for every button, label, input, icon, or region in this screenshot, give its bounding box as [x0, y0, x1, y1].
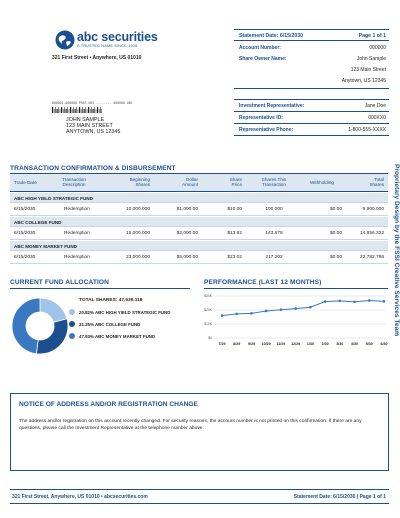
barcode-bar — [79, 107, 80, 113]
legend-swatch — [69, 333, 75, 339]
share-price: $13.92 — [227, 231, 242, 236]
dollar-amount: $2,000.00 — [176, 231, 198, 236]
barcode-bar — [87, 109, 88, 113]
legend-swatch — [69, 309, 75, 315]
transactions-title: TRANSACTION CONFIRMATION & DISBURSEMENT — [10, 165, 176, 172]
x-tick-label: 4/30 — [351, 342, 359, 346]
donut-slice — [40, 298, 67, 322]
barcode-bar — [76, 107, 77, 113]
side-credit-text: Proprietary Design by the FSSI Creative Services Team — [393, 164, 400, 337]
notice-title: NOTICE OF ADDRESS AND/OR REGISTRATION CHANGE — [19, 401, 198, 408]
barcode-bar — [97, 107, 98, 113]
rep-row — [234, 112, 389, 124]
share-price: $10.00 — [227, 207, 242, 212]
barcode-bar — [75, 109, 76, 113]
divider — [204, 288, 388, 289]
table-row — [10, 251, 388, 264]
y-tick-label: $30K — [204, 294, 212, 299]
divider — [10, 288, 190, 289]
x-tick-label: 5/30 — [365, 342, 373, 346]
beginning-shares: 10,000.000 — [125, 207, 150, 212]
allocation-title: CURRENT FUND ALLOCATION — [10, 279, 109, 286]
shares-this-transaction: 217.202 — [265, 255, 283, 260]
x-tick-label: 10/29 — [261, 342, 271, 346]
barcode-bar — [85, 107, 86, 113]
table-row — [10, 203, 388, 216]
x-tick-label: 8/29 — [233, 342, 241, 346]
barcode-bar — [60, 109, 61, 113]
barcode-bar — [70, 107, 71, 113]
share-owner-city: Anytown, US 12345 — [341, 78, 386, 84]
share-owner-label: Share Owner Name: — [239, 56, 287, 62]
performance-line-chart — [200, 290, 390, 372]
trade-date: 6/15/2030 — [14, 207, 36, 212]
barcode-bar — [84, 109, 85, 113]
col-header: Dollar Amount — [182, 177, 198, 188]
col-header: Total Shares — [369, 177, 384, 188]
fund-group-row — [10, 193, 388, 203]
allocation-legend-item — [69, 308, 194, 316]
table-row — [10, 227, 388, 240]
brand-name: abc securities — [77, 30, 158, 44]
account-number-value: 000000 — [369, 45, 386, 51]
barcode-bar — [61, 107, 62, 113]
x-tick-label: 12/29 — [291, 342, 301, 346]
barcode-bar — [81, 109, 82, 113]
withholding: $0.00 — [329, 207, 342, 212]
data-point — [339, 300, 342, 303]
data-point — [368, 299, 371, 302]
dollar-amount: $1,000.00 — [176, 207, 198, 212]
col-header: Trade Date — [14, 180, 37, 185]
data-point — [294, 307, 297, 310]
statement-info-box — [234, 29, 389, 87]
notice-body: The address and/or registration on this account recently changed. For security reasons, the account number is not printed on this confirmation. If there are any questions, please call the Investment Representative at the telephone number above. — [19, 419, 362, 432]
divider — [234, 88, 389, 89]
barcode-bar — [82, 107, 83, 113]
trade-date: 6/15/2030 — [14, 255, 36, 260]
representative-box — [234, 99, 389, 136]
rep-id-value: 000XX0 — [368, 115, 386, 121]
mailing-street: 123 MAIN STREET — [66, 123, 113, 129]
statement-date: Statement Date: 6/15/2030 — [239, 33, 304, 39]
legend-swatch — [69, 321, 75, 327]
beginning-shares: 15,000.000 — [125, 231, 150, 236]
transaction-description: Redemption — [64, 207, 90, 212]
barcode-bar — [96, 109, 97, 113]
barcode-bar — [58, 107, 59, 113]
x-tick-label: 3/30 — [336, 342, 344, 346]
statement-header — [234, 30, 389, 41]
data-point — [383, 300, 386, 303]
data-point — [265, 310, 268, 313]
barcode-bar — [100, 107, 101, 113]
barcode-bar — [66, 109, 67, 113]
col-header: Transaction Description — [62, 177, 86, 188]
transaction-description: Redemption — [64, 255, 90, 260]
col-header: Withholding — [309, 180, 334, 185]
data-point — [280, 308, 283, 311]
rep-name-value: Jane Doe — [364, 103, 386, 109]
beginning-shares: 23,000.000 — [125, 255, 150, 260]
shares-this-transaction: 143.678 — [265, 231, 283, 236]
x-tick-label: 7/29 — [218, 342, 226, 346]
y-tick-label: $20K — [204, 308, 212, 313]
footer-address: 321 First Street, Anywhere, US 01010 • abcsecurities.com — [12, 494, 148, 500]
barcode-bar — [55, 107, 56, 113]
page-indicator: Page 1 of 1 — [358, 33, 386, 39]
footer-statement-info: Statement Date: 6/15/2030 | Page 1 of 1 — [293, 494, 386, 500]
fund-name: ABC COLLEGE FUND — [14, 219, 62, 225]
mailing-city: ANYTOWN, US 12345 — [66, 129, 121, 135]
barcode-bar — [63, 109, 64, 113]
transactions-table-header — [10, 174, 388, 192]
allocation-legend-item — [69, 320, 194, 328]
share-owner-name: John Sample — [356, 56, 386, 62]
x-tick-label: 11/29 — [276, 342, 286, 346]
x-tick-label: 1/30 — [306, 342, 314, 346]
transaction-description: Redemption — [64, 231, 90, 236]
company-logo — [55, 30, 185, 52]
barcode-bar — [54, 109, 55, 113]
share-owner-street: 123 Main Street — [350, 67, 386, 73]
account-number-label: Account Number: — [239, 45, 281, 51]
globe-logo-icon — [55, 30, 75, 50]
barcode-bar — [94, 107, 95, 113]
total-shares: 22,782.798 — [359, 255, 384, 260]
allocation-total: TOTAL SHARES: 47,539.119 — [79, 298, 143, 303]
data-point — [250, 312, 253, 315]
barcode-bar — [64, 107, 65, 113]
barcode-bar — [88, 107, 89, 113]
barcode-bar — [91, 107, 92, 113]
mailing-name: JOHN SAMPLE — [66, 117, 105, 123]
rep-row — [234, 124, 389, 136]
data-point — [324, 300, 327, 303]
withholding: $0.00 — [329, 231, 342, 236]
fund-name: ABC MONEY MARKET FUND — [14, 243, 77, 249]
x-tick-label: 9/29 — [247, 342, 255, 346]
company-address: 321 First Street • Anywhere, US 01010 — [52, 55, 142, 61]
x-tick-label: 6/30 — [380, 342, 388, 346]
rep-row — [234, 100, 389, 112]
withholding: $0.00 — [329, 255, 342, 260]
performance-title: PERFORMANCE (LAST 12 MONTHS) — [204, 279, 322, 286]
shares-this-transaction: 100.000 — [265, 207, 283, 212]
trade-date: 6/15/2030 — [14, 231, 36, 236]
allocation-legend-item — [69, 332, 194, 340]
divider — [10, 503, 389, 504]
notice-box — [10, 393, 389, 471]
barcode-bar — [72, 109, 73, 113]
total-shares: 9,900.000 — [362, 207, 384, 212]
donut-slice — [12, 298, 40, 354]
fund-name: ABC HIGH YIELD STRATEGIC FUND — [14, 195, 93, 201]
donut-slice — [36, 319, 68, 354]
barcode-bar — [93, 109, 94, 113]
data-point — [235, 313, 238, 316]
x-tick-label: 2/30 — [321, 342, 329, 346]
col-header: Shares This Transaction — [261, 177, 287, 188]
barcode-bar — [90, 109, 91, 113]
fund-group-row — [10, 241, 388, 251]
legend-label: 20.82% ABC HIGH YIELD STRATEGIC FUND — [79, 309, 171, 315]
mailing-code: 000001-000000 PRES 003 -------- 000000 ABC — [52, 101, 133, 105]
barcode-bar — [99, 109, 100, 113]
barcode-bar — [78, 109, 79, 113]
data-point — [353, 301, 356, 304]
rep-name-label: Investment Representative: — [239, 103, 305, 109]
brand-tagline: A TRUSTED NAME SINCE 1935 — [77, 44, 138, 48]
y-tick-label: $0 — [208, 336, 212, 341]
barcode-bar — [102, 109, 103, 113]
barcode-bar — [52, 107, 53, 113]
legend-label: 47.93% ABC MONEY MARKET FUND — [79, 333, 156, 339]
share-price: $23.02 — [227, 255, 242, 260]
divider — [10, 489, 389, 490]
y-tick-label: $10K — [204, 322, 212, 327]
rep-phone-value: 1-800-555-XXXX — [348, 127, 386, 133]
col-header: Beginning Shares — [129, 177, 150, 188]
fund-group-row — [10, 217, 388, 227]
col-header: Share Price — [229, 177, 242, 188]
data-point — [309, 306, 312, 309]
rep-id-label: Representative ID: — [239, 115, 283, 121]
barcode-bar — [57, 109, 58, 113]
allocation-donut-chart — [10, 296, 70, 356]
dollar-amount: $5,000.00 — [176, 255, 198, 260]
barcode-bar — [73, 107, 74, 113]
total-shares: 14,856.322 — [359, 231, 384, 236]
data-point — [221, 314, 224, 317]
legend-label: 31.25% ABC COLLEGE FUND — [79, 321, 141, 327]
barcode-bar — [69, 109, 70, 113]
rep-phone-label: Representative Phone: — [239, 127, 294, 133]
side-credit — [390, 164, 400, 384]
series-line — [222, 300, 384, 315]
barcode-bar — [67, 107, 68, 113]
